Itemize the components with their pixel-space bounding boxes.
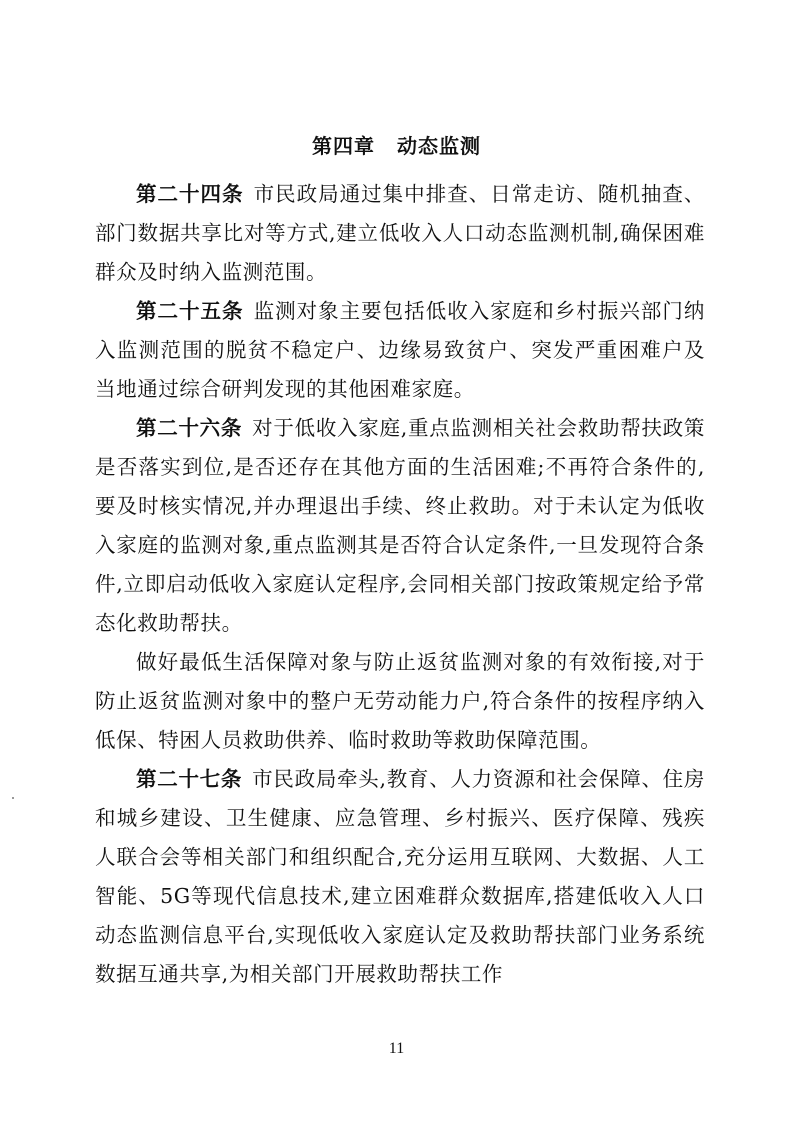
chapter-heading — [0, 130, 793, 159]
scan-artifact-dot — [12, 797, 14, 799]
article-number: 第二十四条 — [136, 182, 244, 206]
page-number: 11 — [388, 1040, 405, 1057]
article-26-paragraph-2 — [95, 643, 705, 760]
chapter-title-text: 动态监测 — [397, 134, 481, 158]
article-27 — [95, 760, 705, 994]
article-text: 市民政局牵头,教育、人力资源和社会保障、住房和城乡建设、卫生健康、应急管理、乡村振兴、医疗保障、残疾人联合会等相关部门和组织配合,充分运用互联网、大数据、人工智能、5G等现代信息技术,建立困难群众数据库,搭建低收入人口动态监测信息平台,实现低收入家庭认定及救助帮扶部门业务系统数据互通共享,为相关部门开展救助帮扶工作 — [95, 767, 706, 986]
article-24 — [95, 175, 705, 292]
article-text: 做好最低生活保障对象与防止返贫监测对象的有效衔接,对于防止返贫监测对象中的整户无劳动能力户,符合条件的按程序纳入低保、特困人员救助供养、临时救助等救助保障范围。 — [95, 650, 705, 752]
article-number: 第二十六条 — [136, 416, 243, 440]
article-text: 监测对象主要包括低收入家庭和乡村振兴部门纳入监测范围的脱贫不稳定户、边缘易致贫户、突发严重困难户及当地通过综合研判发现的其他困难家庭。 — [95, 299, 705, 401]
article-number: 第二十五条 — [136, 299, 244, 323]
article-25 — [95, 292, 705, 409]
article-text: 对于低收入家庭,重点监测相关社会救助帮扶政策是否落实到位,是否还存在其他方面的生活困难;不再符合条件的,要及时核实情况,并办理退出手续、终止救助。对于未认定为低收入家庭的监测对象,重点监测其是否符合认定条件,一旦发现符合条件,立即启动低收入家庭认定程序,会同相关部门按政策规定给予常态化救助帮扶。 — [95, 416, 706, 635]
chapter-number: 第四章 — [312, 134, 375, 158]
article-number: 第二十七条 — [136, 767, 243, 791]
article-26 — [95, 409, 705, 643]
article-text: 市民政局通过集中排查、日常走访、随机抽查、部门数据共享比对等方式,建立低收入人口动态监测机制,确保困难群众及时纳入监测范围。 — [95, 182, 705, 284]
